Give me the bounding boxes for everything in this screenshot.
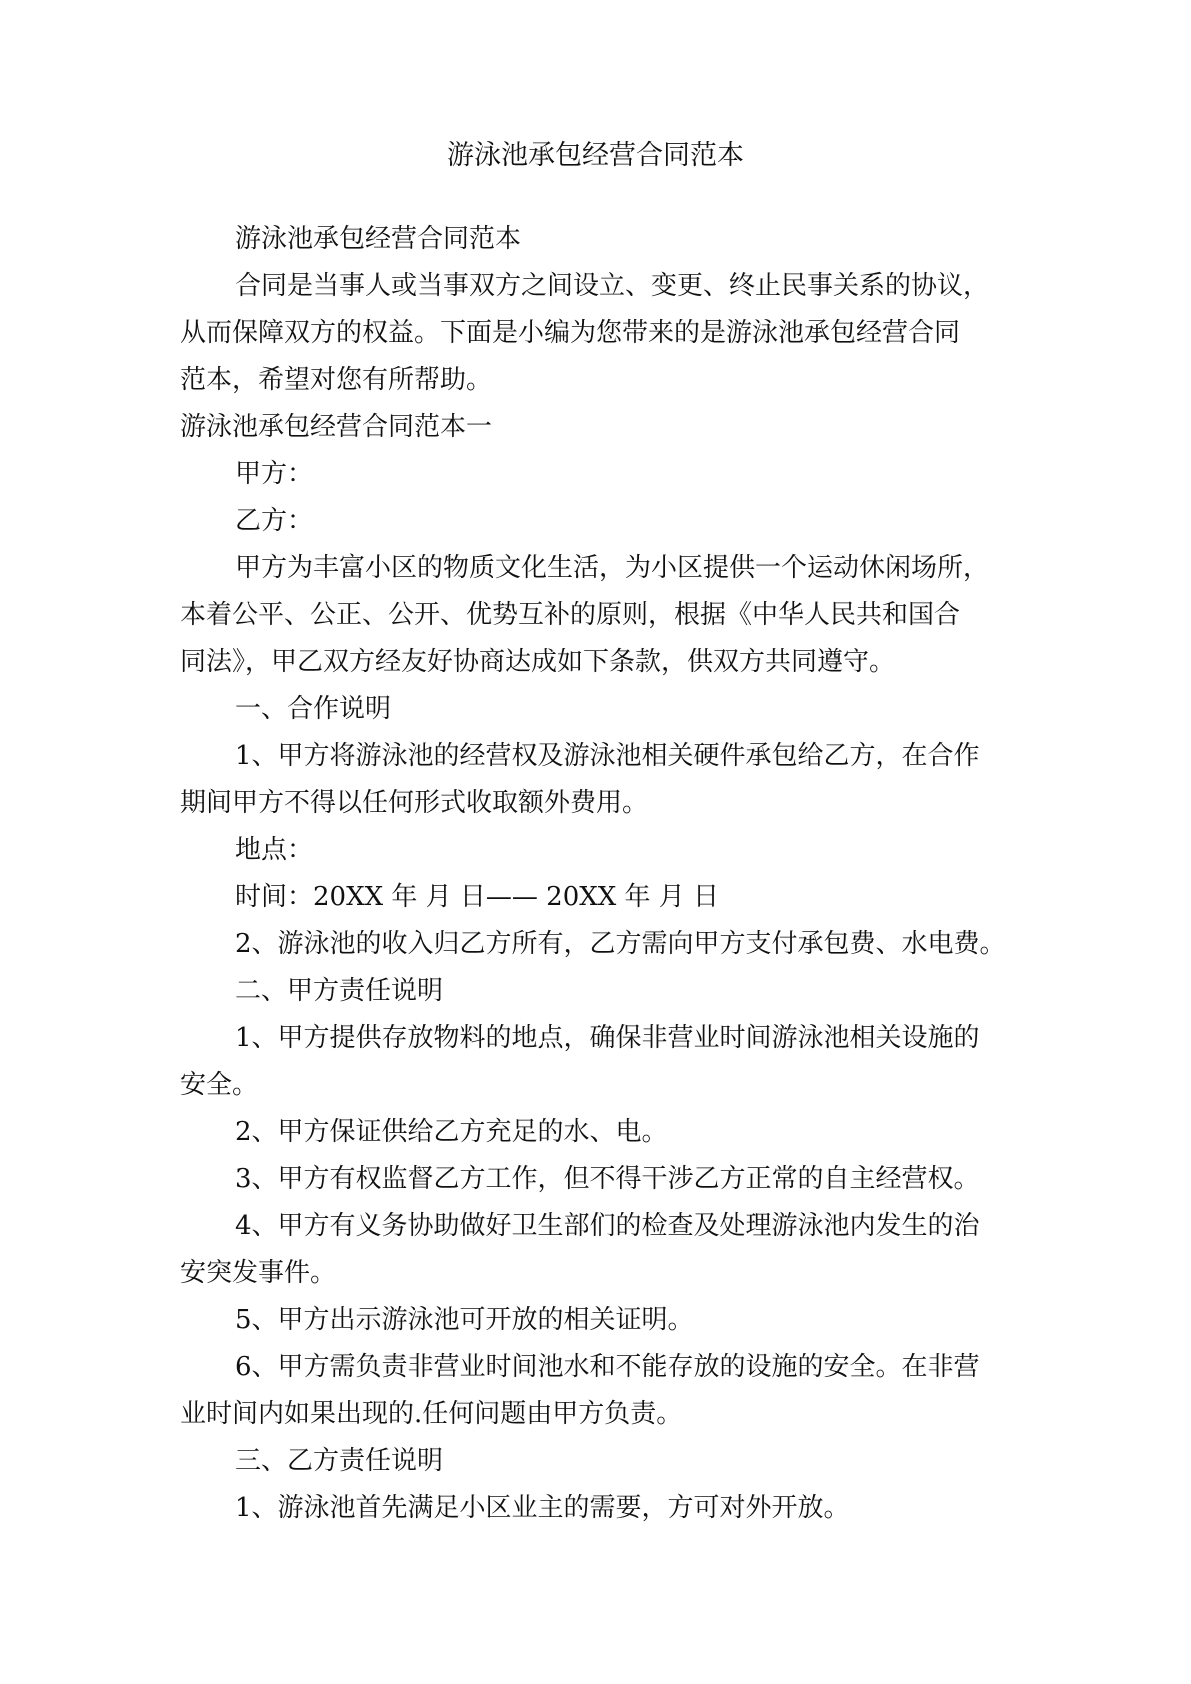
paragraph-line: 6、甲方需负责非营业时间池水和不能存放的设施的安全。在非营 [235, 1352, 980, 1382]
paragraph-line: 1、游泳池首先满足小区业主的需要，方可对外开放。 [235, 1493, 850, 1523]
paragraph-line: 合同是当事人或当事双方之间设立、变更、终止民事关系的协议， [235, 271, 990, 301]
paragraph-line: 4、甲方有义务协助做好卫生部们的检查及处理游泳池内发生的治 [235, 1211, 980, 1241]
paragraph-line: 2、游泳池的收入归乙方所有，乙方需向甲方支付承包费、水电费。 [235, 929, 1006, 959]
document-title: 游泳池承包经营合同范本 [447, 140, 744, 171]
paragraph-line: 二、甲方责任说明 [235, 976, 444, 1006]
paragraph-line: 5、甲方出示游泳池可开放的相关证明。 [235, 1305, 694, 1335]
paragraph-line: 同法》，甲乙双方经友好协商达成如下条款，供双方共同遵守。 [180, 647, 896, 677]
paragraph-line: 游泳池承包经营合同范本一 [180, 412, 493, 442]
paragraph-line: 安全。 [180, 1070, 259, 1100]
paragraph-line: 乙方： [235, 506, 314, 536]
paragraph-line: 游泳池承包经营合同范本 [235, 224, 522, 254]
paragraph-line: 甲方为丰富小区的物质文化生活，为小区提供一个运动休闲场所， [235, 553, 990, 583]
paragraph-line: 3、甲方有权监督乙方工作，但不得干涉乙方正常的自主经营权。 [235, 1164, 980, 1194]
paragraph-line: 期间甲方不得以任何形式收取额外费用。 [180, 788, 649, 818]
paragraph-line: 业时间内如果出现的.任何问题由甲方负责。 [180, 1399, 683, 1429]
paragraph-line: 安突发事件。 [180, 1258, 337, 1288]
paragraph-line: 甲方： [235, 459, 314, 489]
paragraph-line: 1、甲方将游泳池的经营权及游泳池相关硬件承包给乙方，在合作 [235, 741, 980, 771]
paragraph-line: 从而保障双方的权益。下面是小编为您带来的是游泳池承包经营合同 [180, 318, 961, 348]
paragraph-line: 地点： [235, 835, 314, 865]
paragraph-line: 范本，希望对您有所帮助。 [180, 365, 493, 395]
paragraph-line: 时间：20XX 年 月 日—— 20XX 年 月 日 [235, 882, 720, 912]
paragraph-line: 一、合作说明 [235, 694, 392, 724]
paragraph-line: 本着公平、公正、公开、优势互补的原则，根据《中华人民共和国合 [180, 600, 961, 630]
document-body [180, 216, 1040, 1532]
paragraph-line: 三、乙方责任说明 [235, 1446, 444, 1476]
paragraph-line: 2、甲方保证供给乙方充足的水、电。 [235, 1117, 668, 1147]
paragraph-line: 1、甲方提供存放物料的地点，确保非营业时间游泳池相关设施的 [235, 1023, 980, 1053]
